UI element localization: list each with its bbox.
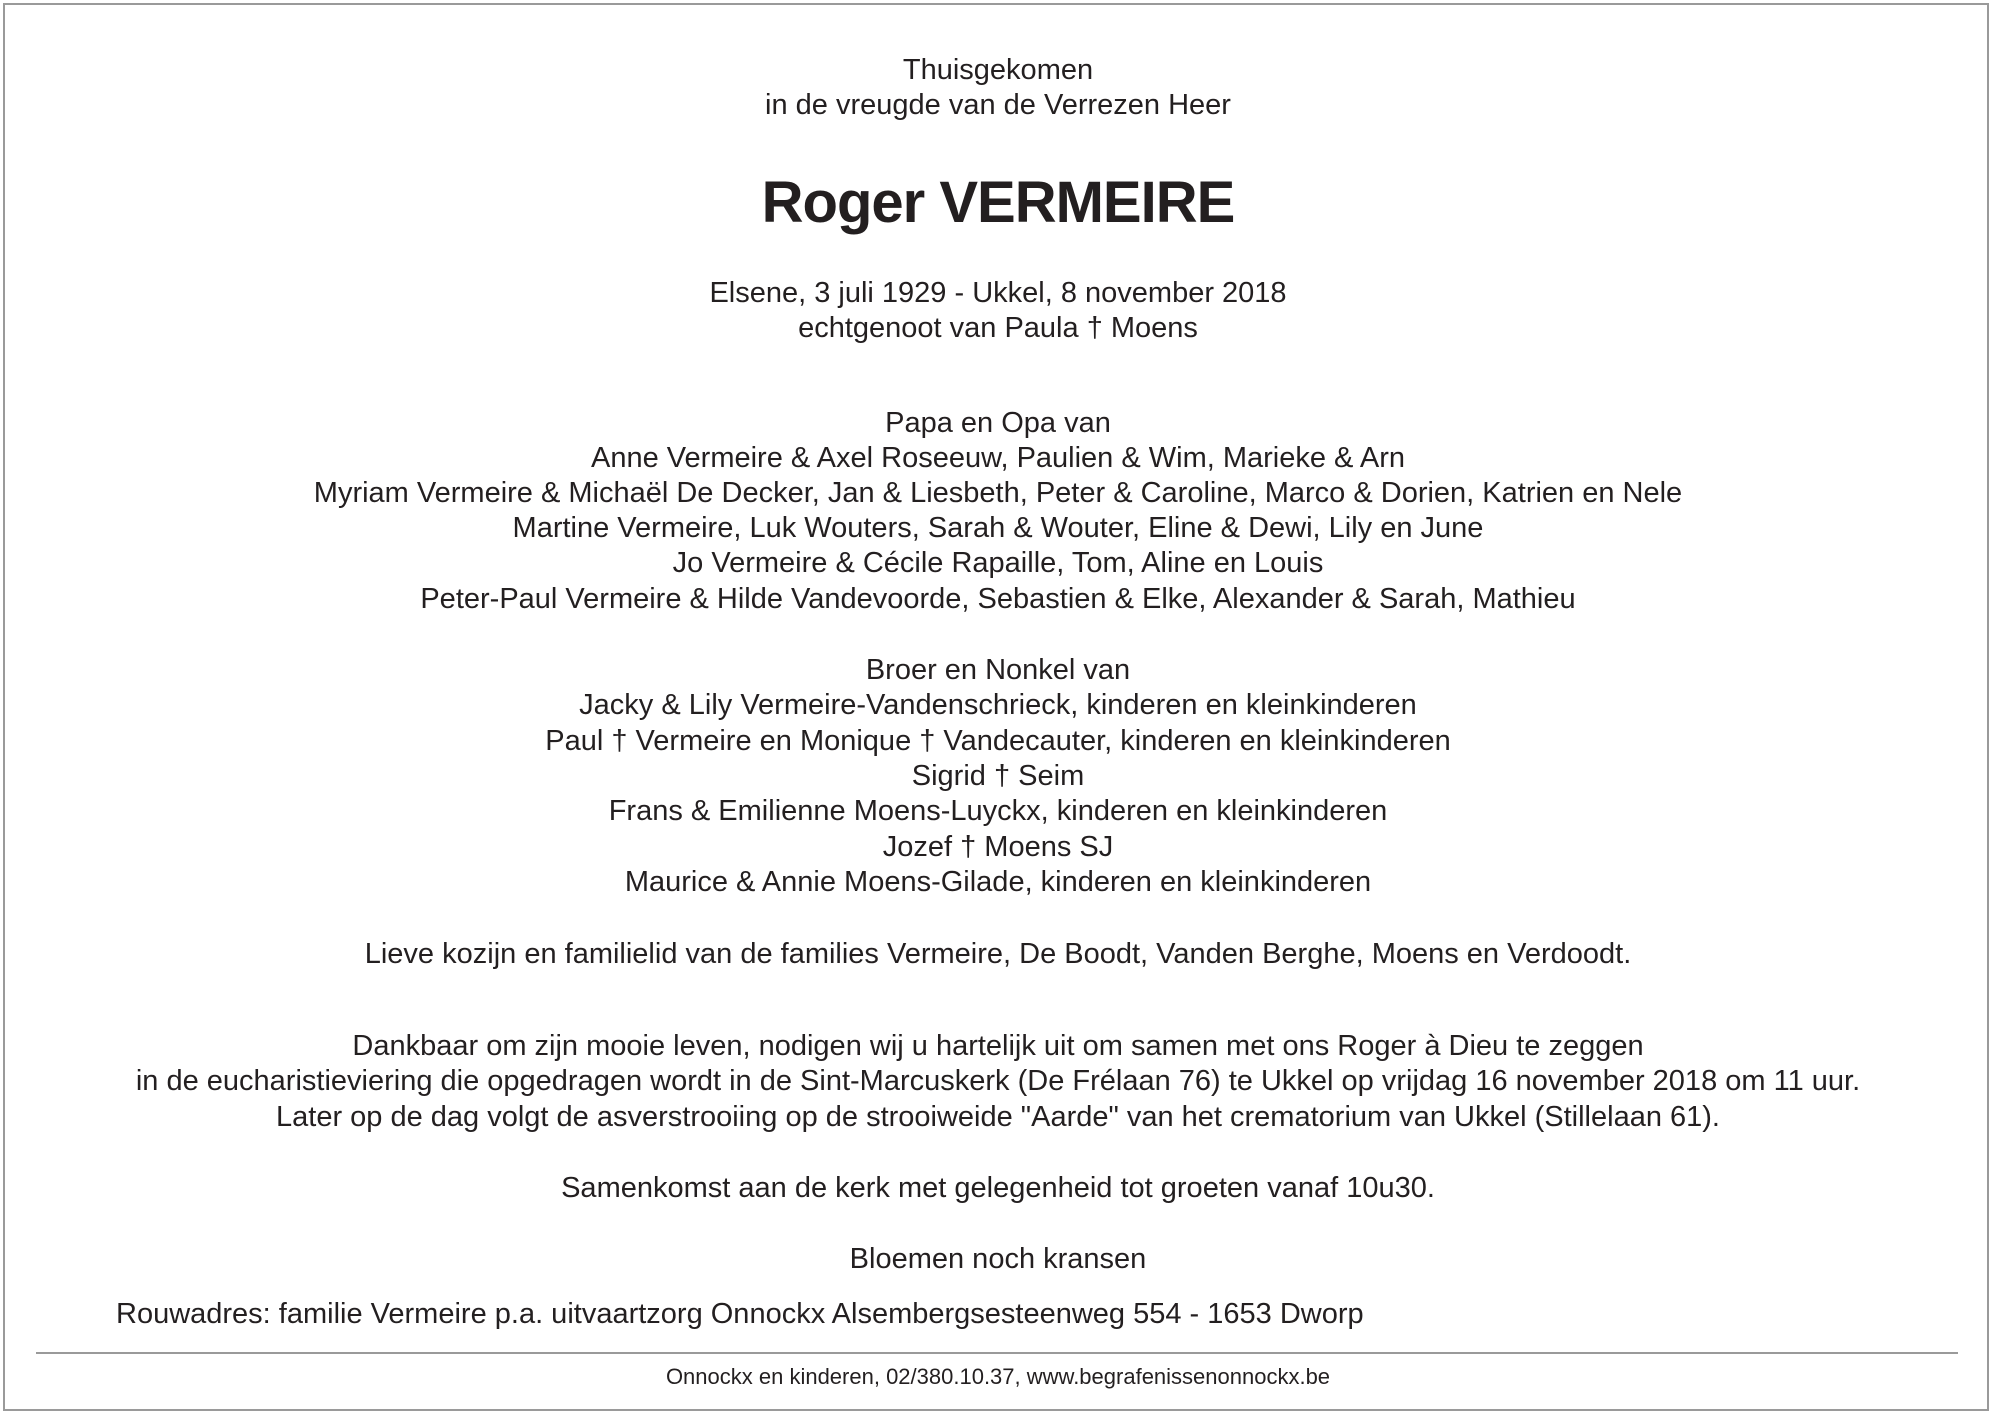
flowers-line: Bloemen noch kransen [849, 1243, 1147, 1275]
siblings-line: Jozef † Moens SJ [882, 831, 1114, 863]
children-line: Peter-Paul Vermeire & Hilde Vandevoorde, Sebastien & Elke, Alexander & Sarah, Mathieu [420, 583, 1576, 615]
siblings-line: Maurice & Annie Moens-Gilade, kinderen en kleinkinderen [624, 866, 1372, 898]
spouse-line: echtgenoot van Paula † Moens [798, 312, 1198, 344]
siblings-line: Sigrid † Seim [911, 760, 1085, 792]
siblings-line: Paul † Vermeire en Monique † Vandecauter, kinderen en kleinkinderen [545, 725, 1451, 757]
ceremony-line: in de eucharistieviering die opgedragen wordt in de Sint-Marcuskerk (De Frélaan 76) te Ukkel op vrijdag 16 november 2018 om 11 uur. [135, 1065, 1861, 1097]
siblings-heading: Broer en Nonkel van [865, 654, 1131, 686]
siblings-line: Jacky & Lily Vermeire-Vandenschrieck, kinderen en kleinkinderen [579, 689, 1417, 721]
birth-death-dates: Elsene, 3 juli 1929 - Ukkel, 8 november 2018 [709, 277, 1287, 309]
mourning-address: Rouwadres: familie Vermeire p.a. uitvaartzorg Onnockx Alsembergsesteenweg 554 - 1653 Dworp [116, 1298, 1364, 1330]
ceremony-line: Dankbaar om zijn mooie leven, nodigen wij u hartelijk uit om samen met ons Roger à Dieu te zeggen [352, 1030, 1644, 1062]
children-line: Martine Vermeire, Luk Wouters, Sarah & Wouter, Eline & Dewi, Lily en June [512, 512, 1484, 544]
divider [36, 1352, 1958, 1354]
children-line: Anne Vermeire & Axel Roseeuw, Paulien & Wim, Marieke & Arn [591, 442, 1405, 474]
intro-line-1: Thuisgekomen [902, 54, 1094, 86]
children-line: Jo Vermeire & Cécile Rapaille, Tom, Aline en Louis [672, 547, 1324, 579]
children-line: Myriam Vermeire & Michaël De Decker, Jan & Liesbeth, Peter & Caroline, Marco & Dorien, Katrien en Nele [313, 477, 1683, 509]
deceased-name: Roger VERMEIRE [761, 170, 1235, 235]
gathering-line: Samenkomst aan de kerk met gelegenheid tot groeten vanaf 10u30. [561, 1172, 1435, 1204]
family-line: Lieve kozijn en familielid van de families Vermeire, De Boodt, Vanden Berghe, Moens en Verdoodt. [364, 938, 1632, 970]
footer-credit: Onnockx en kinderen, 02/380.10.37, www.begrafenissenonnockx.be [665, 1364, 1331, 1389]
siblings-line: Frans & Emilienne Moens-Luyckx, kinderen en kleinkinderen [608, 795, 1388, 827]
ceremony-line: Later op de dag volgt de asverstrooiing op de strooiweide "Aarde" van het crematorium van Ukkel (Stillelaan 61). [276, 1101, 1720, 1133]
intro-line-2: in de vreugde van de Verrezen Heer [765, 89, 1231, 121]
children-heading: Papa en Opa van [885, 407, 1111, 439]
